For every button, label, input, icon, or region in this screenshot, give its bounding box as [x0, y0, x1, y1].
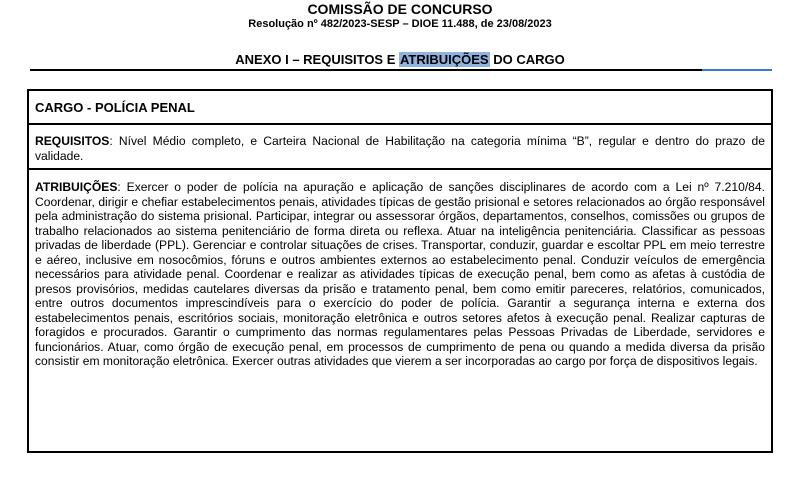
annex-suffix: DO CARGO: [489, 52, 565, 67]
requisitos-label: REQUISITOS: [35, 134, 110, 148]
requisitos-paragraph: [35, 134, 765, 163]
annex-prefix: ANEXO I – REQUISITOS E: [235, 52, 399, 67]
annex-divider-accent: [702, 69, 772, 71]
search-highlight: ATRIBUIÇÕES: [400, 52, 489, 67]
atribuicoes-row: [29, 170, 771, 451]
atribuicoes-text: : Exercer o poder de polícia na apuração e aplicação de sanções disciplinares de acordo com a Lei nº 7.210/84. Coordenar, dirigir e chefiar estabelecimentos penais, atividades típicas de gestão prisional e setores relacionados ao órgão responsável pela administração do sistema prisional. Participar, integrar ou assessorar órgãos, departamentos, conselhos, comissões ou grupos de trabalho relacionados ao sistema penitenciário de forma direta ou reflexa. Atuar na inteligência penitenciária. Classificar as pessoas privadas de liberdade (PPL). Gerenciar e controlar situações de crises. Transportar, conduzir, guardar e escoltar PPL em meio terrestre e aéreo, inclusive em nosocômios, fóruns e outros ambientes externos ao estabelecimento penal. Conduzir veículos de emergência necessários para atividade penal. Coordenar e realizar as atividades típicas de execução penal, bem como as afetas à custódia de presos provisórios, medidas cautelares diversas da prisão e tratamento penal, bem como emitir pareceres, relatórios, comunicados, entre outros documentos imprescindíveis para o exercício do poder de polícia. Garantir a segurança interna e externa dos estabelecimentos penais, escritórios sociais, monitoração eletrônica e outros setores afetos à execução penal. Realizar capturas de foragidos e procurados. Garantir o cumprimento das normas regulamentares pelas Pessoas Privadas de Liberdade, servidores e funcionários. Atuar, como órgão de execução penal, em processos de cumprimento de pena ou quando a medida diversa da prisão consistir em monitoração eletrônica. Exercer outras atividades que vierem a ser incorporadas ao cargo por força de dispositivos legais.: [35, 180, 765, 368]
requisitos-text: : Nível Médio completo, e Carteira Nacional de Habilitação na categoria mínima “B”, regular e dentro do prazo de validade.: [35, 134, 765, 163]
commission-title: COMISSÃO DE CONCURSO: [307, 1, 493, 17]
requisitos-row: [29, 125, 771, 170]
annex-heading: [0, 52, 800, 67]
annex-divider: [30, 69, 772, 71]
cargo-row: [29, 91, 771, 125]
atribuicoes-label: ATRIBUIÇÕES: [35, 180, 118, 194]
resolution-subtitle: Resolução nº 482/2023-SESP – DIOE 11.488, de 23/08/2023: [248, 18, 552, 30]
cargo-table: [27, 89, 773, 453]
cargo-title: CARGO - POLÍCIA PENAL: [35, 100, 195, 115]
atribuicoes-paragraph: [35, 180, 765, 369]
